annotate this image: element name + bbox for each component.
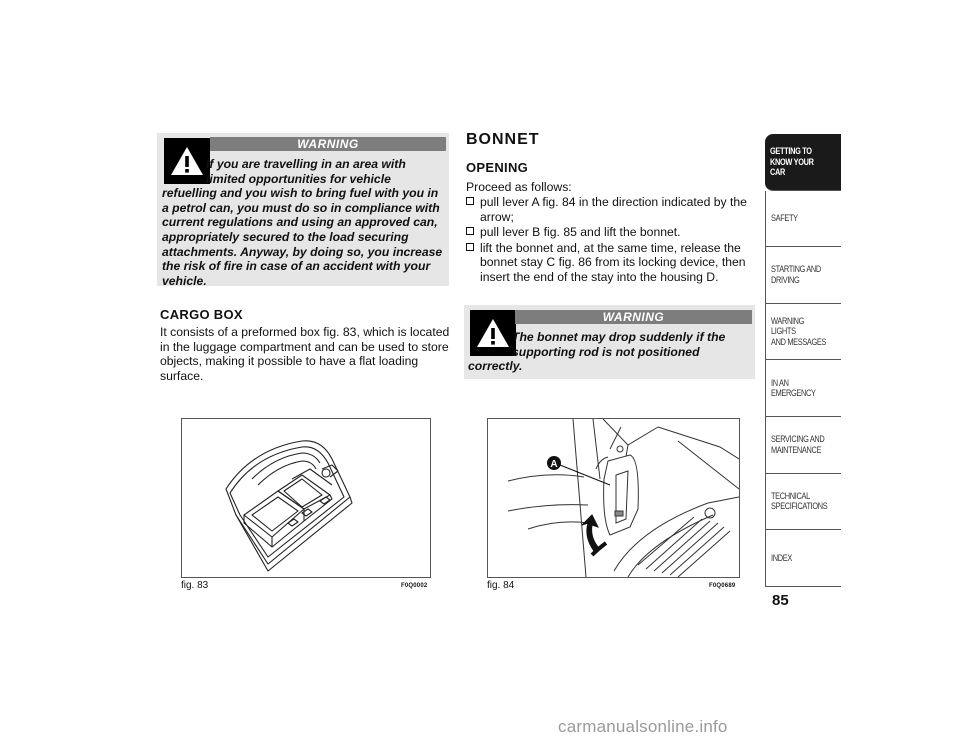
bonnet-steps <box>466 195 756 286</box>
warning-line-rest: correctly. <box>468 359 523 374</box>
warning-line-1: If you are travelling in an area with <box>206 157 406 171</box>
warning-heading: WARNING <box>602 310 665 324</box>
checkbox-bullet-icon <box>466 227 474 235</box>
bonnet-warning-text <box>468 330 752 374</box>
bonnet-warning-box <box>464 305 755 379</box>
tab-in-an-emergency[interactable]: IN AN EMERGENCY <box>765 360 841 417</box>
bonnet-step: pull lever A fig. 84 in the direction indicated by the arrow; <box>466 195 756 224</box>
figure-83-caption: fig. 83 <box>181 580 209 591</box>
bonnet-title: BONNET <box>466 131 540 148</box>
tab-safety[interactable]: SAFETY <box>765 191 841 248</box>
tab-index[interactable]: INDEX <box>765 530 841 587</box>
tab-getting-to-know-your-car[interactable]: GETTING TO KNOW YOUR CAR <box>765 134 841 191</box>
cargo-box-illustration <box>182 419 430 577</box>
chapter-tabs <box>765 134 841 587</box>
tab-warning-lights-and-messages[interactable]: WARNING LIGHTS AND MESSAGES <box>765 304 841 361</box>
figure-83 <box>181 418 431 578</box>
checkbox-bullet-icon <box>466 243 474 251</box>
warning-heading-bar <box>515 310 752 324</box>
tab-starting-and-driving[interactable]: STARTING AND DRIVING <box>765 247 841 304</box>
warning-line-1: The bonnet may drop suddenly if the <box>512 330 726 344</box>
tab-servicing-and-maintenance[interactable]: SERVICING AND MAINTENANCE <box>765 417 841 474</box>
cargo-box-title: CARGO BOX <box>160 307 243 322</box>
figure-84 <box>487 418 740 578</box>
figure-84-caption: fig. 84 <box>487 580 515 591</box>
tab-technical-specifications[interactable]: TECHNICAL SPECIFICATIONS <box>765 474 841 531</box>
watermark: carmanualsonline.info <box>558 717 728 736</box>
warning-heading: WARNING <box>297 137 359 151</box>
bonnet-step: pull lever B fig. 85 and lift the bonnet. <box>466 225 756 240</box>
label-a: A <box>550 459 558 470</box>
cargo-box-text: It consists of a preformed box fig. 83, which is located in the luggage compartment and can be used to store objects, making it possible to have a flat loading surface. <box>160 325 450 383</box>
bonnet-opening-subtitle: OPENING <box>466 160 529 175</box>
page-number: 85 <box>772 592 789 609</box>
warning-line-2: supporting rod is not positioned <box>512 344 700 359</box>
figure-83-code: F0Q0002 <box>401 583 428 589</box>
checkbox-bullet-icon <box>466 197 474 205</box>
warning-line-rest: refuelling and you wish to bring fuel with you in a petrol can, you must do so in compliance with current regulations and using an approved can, appropriately secured to the load securing attachments. Anyway, by doing so, you increase the risk of fire in case of an accident with your vehicle. <box>162 186 443 288</box>
fuel-warning-box <box>157 133 449 286</box>
fuel-warning-text <box>162 157 446 288</box>
warning-heading-bar <box>210 137 446 151</box>
figure-84-code: F0Q0689 <box>709 583 736 589</box>
bonnet-step: lift the bonnet and, at the same time, release the bonnet stay C fig. 86 from its locking device, then insert the end of the stay into the housing D. <box>466 241 756 285</box>
bonnet-intro: Proceed as follows: <box>466 180 572 194</box>
warning-line-2: limited opportunities for vehicle <box>206 171 391 186</box>
bonnet-lever-illustration <box>488 419 739 577</box>
